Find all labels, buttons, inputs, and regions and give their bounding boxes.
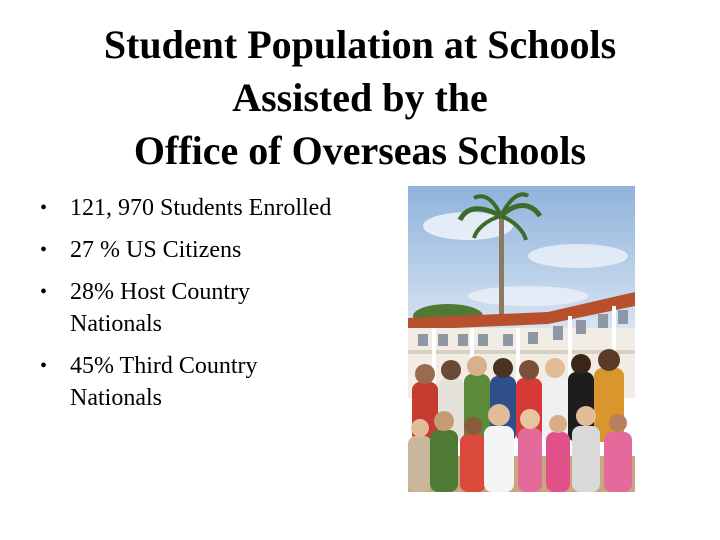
- title-line-2: Assisted by the: [232, 75, 488, 120]
- bullet-text: 27 % US Citizens: [70, 237, 242, 263]
- cloud: [528, 244, 628, 268]
- students-photo: [408, 186, 635, 492]
- cloud: [468, 286, 588, 306]
- bullet-text: 45% Third Country Nationals: [70, 353, 258, 411]
- bullet-text: 28% Host Country Nationals: [70, 279, 250, 337]
- student: [518, 409, 542, 492]
- bullet-item: [36, 192, 336, 224]
- bullet-item: [36, 234, 336, 266]
- bullet-dot-icon: •: [40, 281, 48, 303]
- students-group: [408, 349, 632, 492]
- bullet-list: [36, 192, 336, 424]
- students-photo-illustration: [408, 186, 635, 492]
- student: [546, 415, 570, 492]
- bullet-dot-icon: •: [40, 239, 48, 261]
- bullet-dot-icon: •: [40, 197, 48, 219]
- slide-title: [36, 18, 684, 177]
- bullet-item: [36, 350, 336, 414]
- bullet-item: [36, 276, 336, 340]
- title-line-3: Office of Overseas Schools: [133, 128, 587, 173]
- bullet-dot-icon: •: [40, 355, 48, 377]
- student: [408, 419, 432, 492]
- bullet-text: 121, 970 Students Enrolled: [70, 195, 332, 221]
- student: [484, 404, 514, 492]
- title-line-1: Student Population at Schools: [103, 22, 617, 67]
